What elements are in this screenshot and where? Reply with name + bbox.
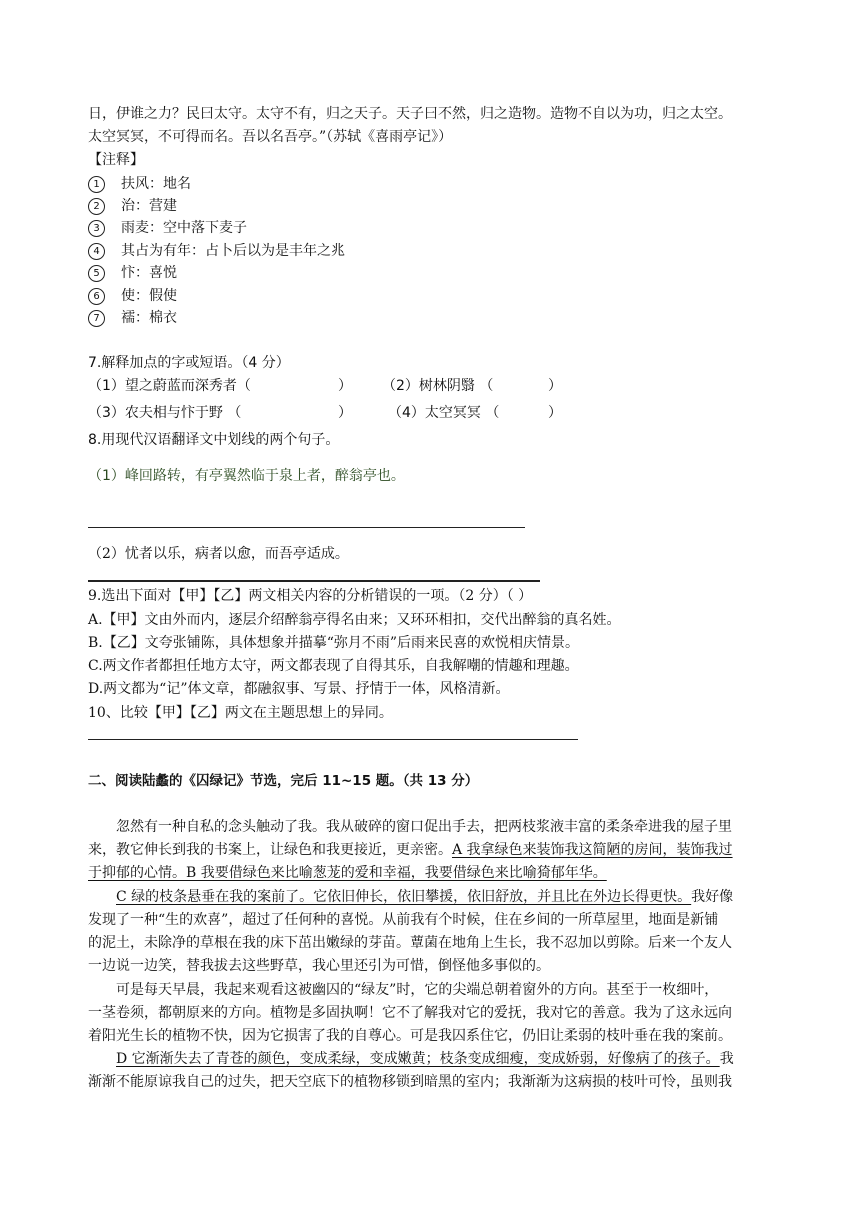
q8-sentence-1: （1）峰回路转，有亭翼然临于泉上者，醉翁亭也。 bbox=[88, 468, 405, 484]
note-item bbox=[88, 218, 247, 238]
note-text: 雨麦：空中落下麦子 bbox=[121, 220, 247, 236]
note-item bbox=[88, 174, 191, 194]
passage2-line: 一边说一边笑，替我拔去这些野草，我心里还引为可惜，倒怪他多事似的。 bbox=[88, 958, 550, 974]
note-text: 扶风：地名 bbox=[121, 176, 191, 192]
underlined-sentence-a-end: 于抑郁的心情。 bbox=[88, 865, 186, 881]
q7-item-1-close: ） bbox=[338, 378, 352, 394]
passage2-line: 一茎卷须，都朝原来的方向。植物是多固执啊！它不了解我对它的爱抚，我对它的善意。我为了这永远向 bbox=[88, 1005, 732, 1021]
note-item bbox=[88, 308, 177, 328]
q7-stem: 7.解释加点的字或短语。（4 分） bbox=[88, 355, 290, 371]
q9-option-b: B.【乙】文夸张铺陈，具体想象并描摹“弥月不雨”后雨来民喜的欢悦相庆情景。 bbox=[88, 635, 580, 651]
underlined-sentence-a: A 我拿绿色来装饰我这简陋的房间，装饰我过 bbox=[452, 842, 733, 858]
q7-item-4: （4）太空冥冥 （ bbox=[388, 405, 500, 421]
note-number: 5 bbox=[88, 265, 105, 282]
passage2-line bbox=[88, 840, 733, 860]
passage2-line bbox=[116, 887, 733, 907]
passage-line: 日，伊谁之力？民曰太守。太守不有，归之天子。天子曰不然，归之造物。造物不自以为功，归之太空。 bbox=[88, 106, 732, 122]
passage2-text: 我好像 bbox=[691, 889, 734, 905]
passage2-line: 的泥土，未除净的草根在我的床下茁出嫩绿的芽苗。蕈菌在地角上生长，我不忍加以剪除。后来一个友人 bbox=[88, 935, 732, 951]
note-number: 7 bbox=[88, 310, 105, 327]
q9-option-d: D.两文都为“记”体文章，都融叙事、写景、抒情于一体，风格清新。 bbox=[88, 681, 510, 697]
answer-line bbox=[88, 739, 578, 740]
passage2-line: 发现了一种“生的欢喜”，超过了任何种的喜悦。从前我有个时候，住在乡间的一所草屋里，地面是新铺 bbox=[88, 912, 719, 928]
passage-line: 太空冥冥，不可得而名。吾以名吾亭。”（苏轼《喜雨亭记》） bbox=[88, 129, 453, 145]
answer-line bbox=[88, 580, 540, 582]
note-item bbox=[88, 263, 177, 283]
q9-option-c: C.两文作者都担任地方太守，两文都表现了自得其乐，自我解嘲的情趣和理趣。 bbox=[88, 658, 579, 674]
q7-item-3: （3）农夫相与忭于野 （ bbox=[88, 405, 242, 421]
passage2-text: 来，教它伸长到我的书案上，让绿色和我更接近，更亲密。 bbox=[88, 842, 452, 858]
underlined-sentence-d: D 它渐渐失去了青苍的颜色，变成柔绿，变成嫩黄；枝条变成细瘦，变成娇弱，好像病了的孩子。 bbox=[116, 1051, 720, 1067]
q10-stem: 10、比较【甲】【乙】两文在主题思想上的异同。 bbox=[88, 705, 393, 721]
note-text: 忭：喜悦 bbox=[121, 265, 177, 281]
note-text: 其占为有年：占卜后以为是丰年之兆 bbox=[121, 243, 345, 259]
note-number: 3 bbox=[88, 220, 105, 237]
section2-heading: 二、阅读陆蠡的《囚绿记》节选，完后 11~15 题。（共 13 分） bbox=[88, 773, 479, 789]
q9-option-a: A.【甲】文由外而内，逐层介绍醉翁亭得名由来；又环环相扣，交代出醉翁的真名姓。 bbox=[88, 612, 621, 628]
note-text: 使：假使 bbox=[121, 288, 177, 304]
passage2-line: 渐渐不能原谅我自己的过失，把天空底下的植物移锁到暗黑的室内；我渐渐为这病损的枝叶可怜，虽则我 bbox=[88, 1074, 732, 1090]
note-number: 1 bbox=[88, 176, 105, 193]
underlined-sentence-c: C 绿的枝条悬垂在我的案前了。它依旧伸长，依旧攀援，依旧舒放，并且比在外边长得更快。 bbox=[116, 889, 692, 905]
note-item bbox=[88, 286, 177, 306]
note-number: 2 bbox=[88, 198, 105, 215]
note-text: 襦：棉衣 bbox=[121, 310, 177, 326]
note-item bbox=[88, 241, 345, 261]
q8-stem: 8.用现代汉语翻译文中划线的两个句子。 bbox=[88, 432, 340, 448]
passage2-line bbox=[116, 1049, 734, 1069]
passage2-line: 可是每天早晨，我起来观看这被幽囚的“绿友”时，它的尖端总朝着窗外的方向。甚至于一枚细叶， bbox=[116, 982, 719, 998]
underlined-sentence-b: B 我要借绿色来比喻葱茏的爱和幸福，我要借绿色来比喻猗郁年华。 bbox=[186, 865, 607, 881]
notes-heading: 【注释】 bbox=[88, 152, 144, 168]
q9-stem: 9.选出下面对【甲】【乙】两文相关内容的分析错误的一项。（2 分）（ ） bbox=[88, 588, 533, 604]
note-number: 4 bbox=[88, 243, 105, 260]
passage2-text: 我 bbox=[719, 1051, 734, 1067]
q8-sentence-2: （2）忧者以乐，病者以愈，而吾亭适成。 bbox=[88, 546, 349, 562]
note-number: 6 bbox=[88, 288, 105, 305]
q7-item-4-close: ） bbox=[548, 405, 562, 421]
passage2-line bbox=[88, 863, 607, 883]
passage2-line: 着阳光生长的植物不快，因为它损害了我的自尊心。可是我囚系住它，仍旧让柔弱的枝叶垂在我的案前。 bbox=[88, 1028, 732, 1044]
answer-line bbox=[88, 527, 525, 528]
note-item bbox=[88, 196, 177, 216]
q7-item-2-close: ） bbox=[548, 378, 562, 394]
q7-item-3-close: ） bbox=[338, 405, 352, 421]
q7-item-1: （1）望之蔚蓝而深秀者（ bbox=[88, 378, 251, 394]
passage2-line: 忽然有一种自私的念头触动了我。我从破碎的窗口促出手去，把两枝浆液丰富的柔条牵进我的屋子里 bbox=[116, 819, 732, 835]
q7-item-2: （2）树林阴翳 （ bbox=[382, 378, 494, 394]
note-text: 治：营建 bbox=[121, 198, 177, 214]
